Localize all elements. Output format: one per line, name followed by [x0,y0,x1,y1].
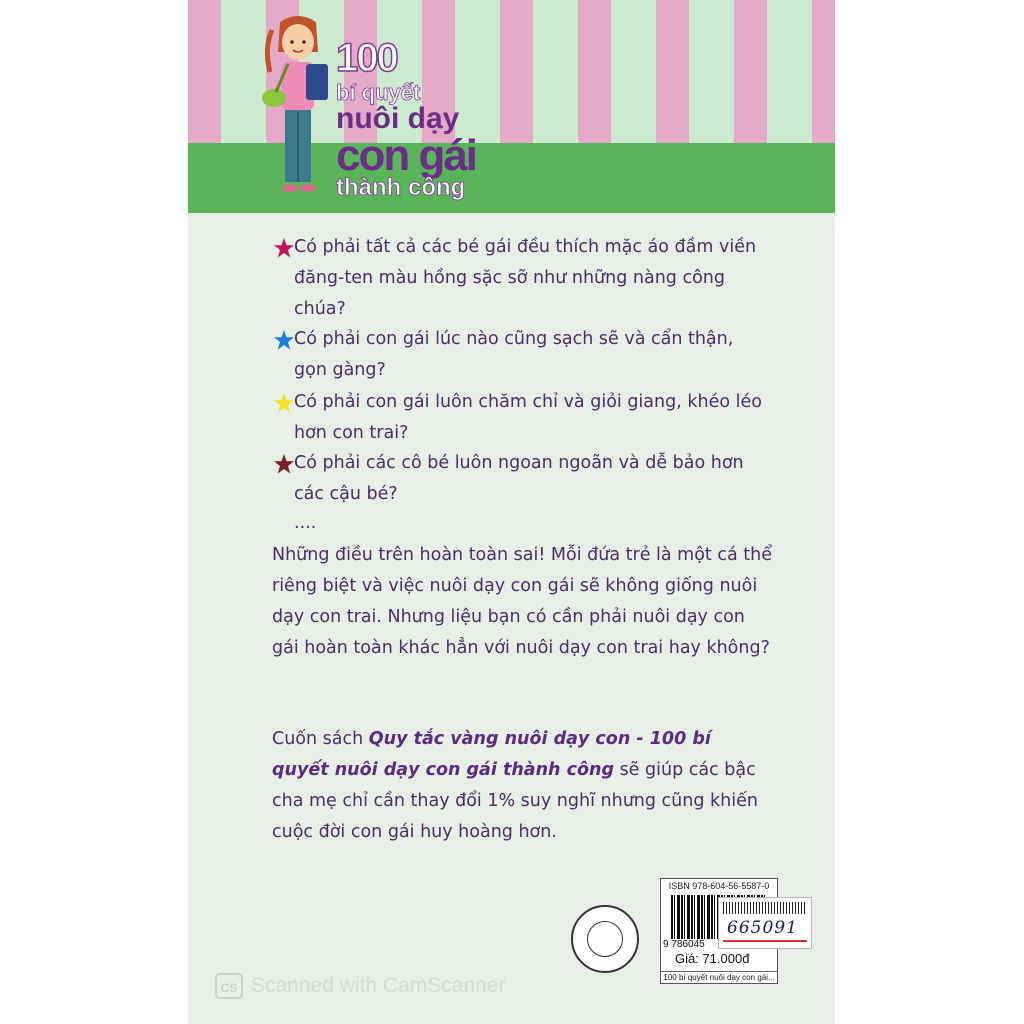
watermark-text: Scanned with CamScanner [251,974,506,997]
paragraph-1: Những điều trên hoàn toàn sai! Mỗi đứa trẻ là một cá thể riêng biệt và việc nuôi dạy con gái sẽ không giống nuôi dạy con trai. Nhưng liệu bạn có cần phải nuôi dạy con gái hoàn toàn khác hẳn với nuôi dạy con trai hay không? [272,545,772,658]
star-icon [272,328,296,352]
title-line-2: nuôi dạy [336,102,460,135]
publisher-seal [571,905,639,973]
sticker-underline [723,940,807,942]
paragraph-2-suffix: sẽ giúp các bậc cha mẹ chỉ cần thay đổi 1% suy nghĩ nhưng cũng khiến cuộc đời con gái huy hoàng hơn. [272,760,758,842]
star-icon [272,236,296,260]
book-back-cover [188,0,835,1024]
publisher-logo-icon [587,921,623,957]
price-label: Giá: 71.000đ [675,951,750,966]
question-1: Có phải tất cả các bé gái đều thích mặc áo đầm viền đăng-ten màu hồng sặc sỡ như những nàng công chúa? [294,237,757,319]
sticker-code: 665091 [727,918,798,938]
paragraph-2-prefix: Cuốn sách [272,729,369,749]
title-line-1: bí quyết [336,80,421,105]
question-2: Có phải con gái lúc nào cũng sạch sẽ và cẩn thận, gọn gàng? [294,329,734,380]
camscanner-icon: CS [215,973,243,999]
star-icon [272,391,296,415]
paragraph-2 [272,724,772,848]
title-number: 100 [336,36,397,80]
title-line-4: thành công [336,174,466,201]
ellipsis: .... [294,513,317,533]
title-line-3: con gái [336,131,477,180]
isbn-short-title: 100 bí quyết nuôi dạy con gái... [661,971,777,982]
barcode-number: 9 786045 [663,939,705,950]
question-3: Có phải con gái luôn chăm chỉ và giỏi giang, khéo léo hơn con trai? [294,392,762,443]
blurb [188,0,835,1024]
inventory-sticker [718,897,812,949]
sticker-barcode-icon [723,902,807,914]
isbn-label: ISBN 978-604-56-5587-0 [668,881,770,891]
question-4: Có phải các cô bé luôn ngoan ngoãn và dễ bảo hơn các cậu bé? [294,453,744,504]
book-title-italic: Quy tắc vàng nuôi dạy con - 100 bí quyết nuôi dạy con gái thành công [272,729,711,780]
star-icon [272,452,296,476]
